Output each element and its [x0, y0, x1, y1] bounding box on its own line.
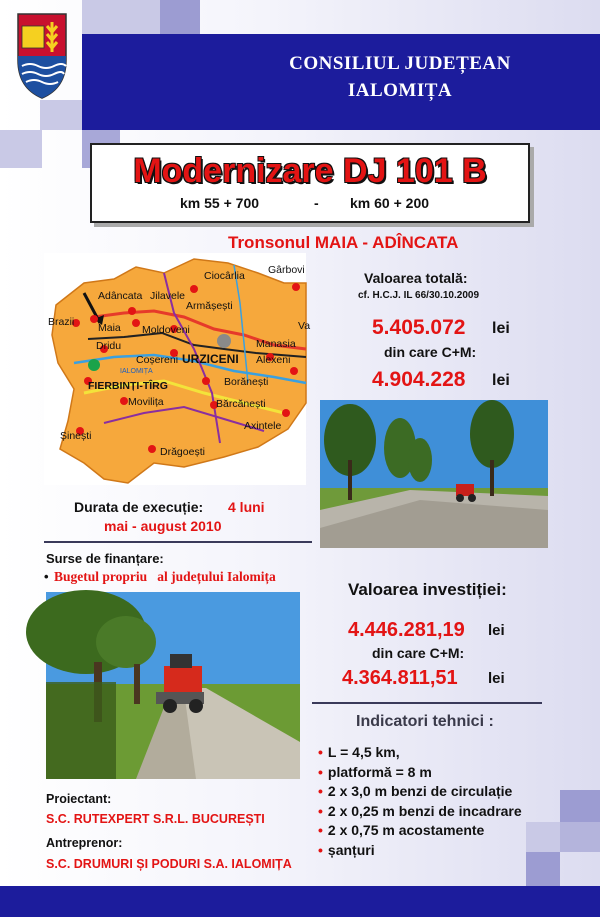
surse-bullet: •	[44, 569, 49, 584]
map-label: Șinești	[60, 430, 92, 442]
total-value: 5.405.072	[372, 316, 466, 339]
indicator-item: • 2 x 0,75 m acostamente	[318, 822, 485, 838]
map-label: Ciocârlia	[204, 270, 245, 282]
page-title: Modernizare DJ 101 B	[133, 152, 487, 190]
map-label: Movilița	[128, 396, 164, 408]
map-label: Manasia	[256, 338, 296, 350]
indicator-item: • șanțuri	[318, 841, 375, 858]
deco-square	[526, 852, 560, 886]
map-label: Dridu	[96, 340, 122, 352]
surse-label: Surse de finanțare:	[46, 551, 164, 566]
map-label: Va	[298, 320, 311, 332]
total-label: Valoarea totală:	[364, 270, 468, 286]
durata-label: Durata de execuție:	[74, 499, 204, 515]
proiectant-name: S.C. RUTEXPERT S.R.L. BUCUREȘTI	[46, 812, 265, 826]
investitie-cm-label: din care C+M:	[372, 645, 465, 661]
map-label: Axintele	[244, 420, 282, 432]
cm-value: 4.904.228	[372, 368, 466, 391]
investitie-cm-unit: lei	[488, 670, 505, 687]
route-map	[44, 253, 311, 485]
council-name	[200, 50, 600, 104]
map-label: FIERBINȚI-TÎRG	[88, 380, 168, 392]
indicator-item: • 2 x 0,25 m benzi de incadrare	[318, 802, 522, 819]
map-label: Drăgoești	[160, 446, 205, 458]
divider	[312, 702, 542, 704]
investitie-cm-value: 4.364.811,51	[342, 667, 458, 689]
map-label: Moldoveni	[142, 324, 190, 336]
cm-unit: lei	[492, 372, 510, 389]
map-river-label: IALOMIȚA	[120, 368, 153, 375]
map-label: Bărcănești	[216, 398, 266, 410]
indicator-item: • L = 4,5 km,	[318, 744, 400, 760]
county-crest-logo	[14, 10, 70, 100]
tronson-heading: Tronsonul MAIA - ADÎNCATA	[228, 233, 459, 252]
durata-period: mai - august 2010	[104, 518, 222, 534]
map-label: Maia	[98, 322, 121, 334]
investitie-unit: lei	[488, 622, 505, 639]
map-label: Coșereni	[136, 354, 179, 366]
map-label: Adâncata	[98, 290, 143, 302]
map-label: Alexeni	[256, 354, 291, 366]
deco-square	[160, 0, 200, 34]
indicatori-list	[318, 743, 522, 860]
total-unit: lei	[492, 320, 510, 337]
indicator-item: • platformă = 8 m	[318, 763, 432, 780]
road-photo-2	[46, 592, 300, 779]
deco-square	[0, 130, 42, 168]
map-label: Brazii	[48, 316, 75, 328]
km-start: km 55 + 700	[180, 195, 260, 211]
durata-value: 4 luni	[228, 499, 265, 515]
title-box	[90, 143, 530, 223]
investitie-label: Valoarea investiției:	[348, 580, 507, 599]
divider	[44, 541, 312, 543]
map-label: Armășești	[186, 300, 233, 312]
road-photo-1	[320, 400, 548, 548]
map-label: Jilavele	[150, 290, 186, 302]
km-end: km 60 + 200	[350, 195, 430, 211]
deco-square	[560, 790, 600, 822]
antreprenor-label: Antreprenor:	[46, 836, 123, 850]
deco-square	[526, 822, 560, 852]
hcj-reference: cf. H.C.J. IL 66/30.10.2009	[358, 290, 480, 301]
surse-item: Bugetul propriu al județului Ialomița	[54, 569, 276, 584]
antreprenor-name: S.C. DRUMURI ȘI PODURI S.A. IALOMIȚA	[46, 857, 292, 871]
deco-square	[560, 822, 600, 852]
map-label: URZICENI	[182, 352, 239, 366]
km-dash: -	[314, 195, 319, 211]
map-label: Gârbovi	[268, 264, 305, 276]
cm-label: din care C+M:	[384, 344, 477, 360]
investitie-value: 4.446.281,19	[348, 619, 465, 641]
deco-square	[82, 0, 160, 34]
indicatori-title: Indicatori tehnici :	[356, 713, 494, 730]
indicator-item: • 2 x 3,0 m benzi de circulație	[318, 783, 513, 799]
proiectant-label: Proiectant:	[46, 792, 112, 806]
map-label: Borănești	[224, 376, 269, 388]
deco-square	[40, 100, 82, 130]
footer-band	[0, 886, 600, 917]
council-line2: IALOMIȚA	[347, 80, 453, 101]
council-line1: CONSILIUL JUDEȚEAN	[289, 53, 511, 74]
